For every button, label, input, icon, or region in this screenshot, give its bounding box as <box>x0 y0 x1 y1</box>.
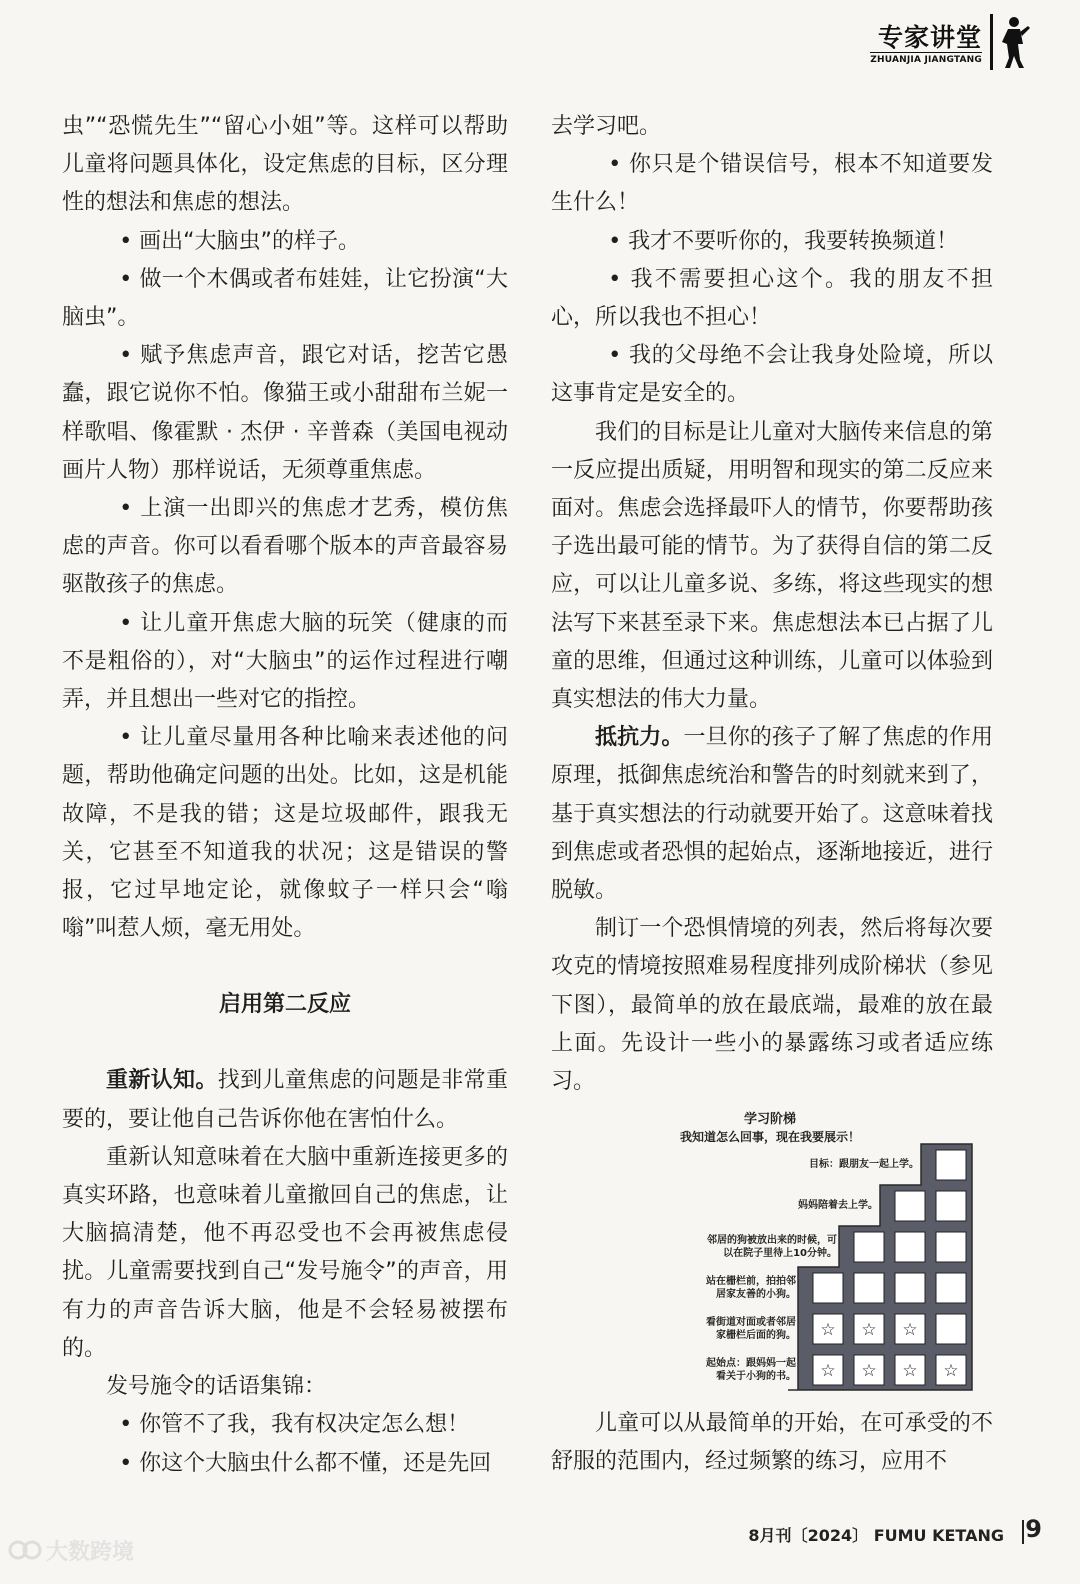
ladder-box <box>895 1191 925 1221</box>
speaker-figure-icon <box>988 14 1032 70</box>
ladder-box <box>854 1232 884 1262</box>
star-icon: ☆ <box>902 1320 918 1340</box>
bullet-item: • 让儿童开焦虑大脑的玩笑（健康的而不是粗俗的），对“大脑虫”的运作过程进行嘲弄，并且想出一些对它的指控。 <box>62 610 508 713</box>
watermark-logo-icon <box>8 1535 44 1565</box>
bullet-item: • 赋予焦虑声音，跟它对话，挖苦它愚蠢，跟它说你不怕。像猫王或小甜甜布兰妮一样歌唱、像霍默 · 杰伊 · 辛普森（美国电视动画片人物）那样说话，无须尊重焦虑。 <box>62 343 508 483</box>
paragraph: 发号施令的话语集锦： <box>106 1374 327 1400</box>
ladder-step-label: 妈妈陪着去上学。 <box>798 1200 878 1211</box>
paragraph-lead: 抵抗力。 <box>595 725 684 751</box>
ladder-box <box>936 1314 966 1344</box>
ladder-box <box>895 1232 925 1262</box>
star-icon: ☆ <box>861 1361 877 1381</box>
issue-year: 〔2024〕 <box>791 1526 869 1545</box>
paragraph <box>551 719 993 910</box>
staircase-shape <box>788 1144 972 1390</box>
command-item: • 我的父母绝不会让我身处险境，所以这事肯定是安全的。 <box>551 343 993 407</box>
ladder-box <box>936 1232 966 1262</box>
ladder-step-label: 邻居的狗被放出来的时候，可 以在院子里待上10分钟。 <box>707 1235 837 1259</box>
star-icon: ☆ <box>902 1361 918 1381</box>
magazine-name: FUMU KETANG <box>873 1526 1004 1545</box>
ladder-step-label: 起始点：跟妈妈一起 看关于小狗的书。 <box>706 1358 796 1382</box>
learning-ladder-figure <box>555 1108 985 1398</box>
star-icon: ☆ <box>820 1361 836 1381</box>
watermark <box>8 1533 148 1573</box>
bullet-item: • 做一个木偶或者布娃娃，让它扮演“大脑虫”。 <box>62 266 508 331</box>
page-number: 9 <box>1025 1515 1042 1543</box>
paragraph: 去学习吧。 <box>551 114 662 139</box>
command-item: • 你这个大脑虫什么都不懂，还是先回 <box>119 1450 492 1476</box>
section-subtitle: ZHUANJIA JIANGTANG <box>870 52 982 65</box>
page-footer <box>748 1523 1004 1546</box>
section-title: 专家讲堂 <box>877 23 982 52</box>
ladder-step-label: 目标：跟朋友一起上学。 <box>809 1159 919 1170</box>
watermark-text: 大数跨境 <box>46 1540 135 1565</box>
left-column <box>62 108 508 1483</box>
star-icon: ☆ <box>943 1361 959 1381</box>
paragraph <box>62 1062 508 1138</box>
figure-subtitle: 我知道怎么回事，现在我要展示！ <box>679 1130 860 1144</box>
section-heading: 启用第二反应 <box>218 992 351 1018</box>
ladder-box <box>936 1191 966 1221</box>
paragraph: 重新认知意味着在大脑中重新连接更多的真实环路，也意味着儿童撤回自己的焦虑，让大脑搞清楚，他不再忍受也不会再被焦虑侵扰。儿童需要找到自己“发号施令”的声音，用有力的声音告诉大脑，他是不会轻易被摆布的。 <box>62 1144 508 1361</box>
paragraph: 虫”“恐慌先生”“留心小姐”等。这样可以帮助儿童将问题具体化，设定焦虑的目标，区分理性的想法和焦虑的想法。 <box>62 114 508 216</box>
paragraph: 我们的目标是让儿童对大脑传来信息的第一反应提出质疑，用明智和现实的第二反应来面对。焦虑会选择最吓人的情节，你要帮助孩子选出最可能的情节。为了获得自信的第二反应，可以让儿童多说、多练，将这些现实的想法写下来甚至录下来。焦虑想法本已占据了儿童的思维，但通过这种训练，儿童可以体验到真实想法的伟大力量。 <box>551 419 993 713</box>
figure-title: 学习阶梯 <box>743 1112 796 1127</box>
ladder-box <box>813 1273 843 1303</box>
command-item: • 我才不要听你的，我要转换频道！ <box>608 228 959 254</box>
ladder-box <box>936 1273 966 1303</box>
paragraph: 儿童可以从最简单的开始，在可承受的不舒服的范围内，经过频繁的练习，应用不 <box>551 1411 993 1475</box>
command-item: • 我不需要担心这个。我的朋友不担心，所以我也不担心！ <box>551 266 993 331</box>
issue-month: 8月刊 <box>748 1526 792 1545</box>
paragraph-text: 找到儿童焦虑的问题是非常重要的，要让他自己告诉你他在害怕什么。 <box>62 1068 508 1132</box>
command-item: • 你管不了我，我有权决定怎么想！ <box>119 1412 470 1438</box>
footer-divider <box>1022 1520 1024 1544</box>
command-item: • 你只是个错误信号，根本不知道要发生什么！ <box>551 152 993 216</box>
ladder-box <box>936 1150 966 1180</box>
star-icon: ☆ <box>861 1320 877 1340</box>
bullet-item: • 上演一出即兴的焦虑才艺秀，模仿焦虑的声音。你可以看看哪个版本的声音最容易驱散孩子的焦虑。 <box>62 496 508 598</box>
ladder-box <box>895 1273 925 1303</box>
ladder-step-label: 站在栅栏前，拍拍邻 居家友善的小狗。 <box>706 1276 796 1300</box>
paragraph-lead: 重新认知。 <box>106 1068 218 1094</box>
ladder-box <box>854 1273 884 1303</box>
right-column <box>551 108 993 1101</box>
bullet-item: • 画出“大脑虫”的样子。 <box>119 228 360 254</box>
bullet-item: • 让儿童尽量用各种比喻来表述他的问题，帮助他确定问题的出处。比如，这是机能故障，不是我的错；这是垃圾邮件，跟我无关，它甚至不知道我的状况；这是错误的警报，它过早地定论，就像蚊子一样只会“嗡嗡”叫惹人烦，毫无用处。 <box>62 725 508 942</box>
paragraph-text: 一旦你的孩子了解了焦虑的作用原理，抵御焦虑统治和警告的时刻就来到了，基于真实想法的行动就要开始了。这意味着找到焦虑或者恐惧的起始点，逐渐地接近，进行脱敏。 <box>551 725 993 904</box>
ladder-step-label: 看街道对面或者邻居 家栅栏后面的狗。 <box>706 1317 796 1341</box>
right-column-tail <box>551 1405 993 1481</box>
paragraph: 制订一个恐惧情境的列表，然后将每次要攻克的情境按照难易程度排列成阶梯状（参见下图），最简单的放在最底端，最难的放在最上面。先设计一些小的暴露练习或者适应练习。 <box>551 916 993 1095</box>
star-icon: ☆ <box>820 1320 836 1340</box>
